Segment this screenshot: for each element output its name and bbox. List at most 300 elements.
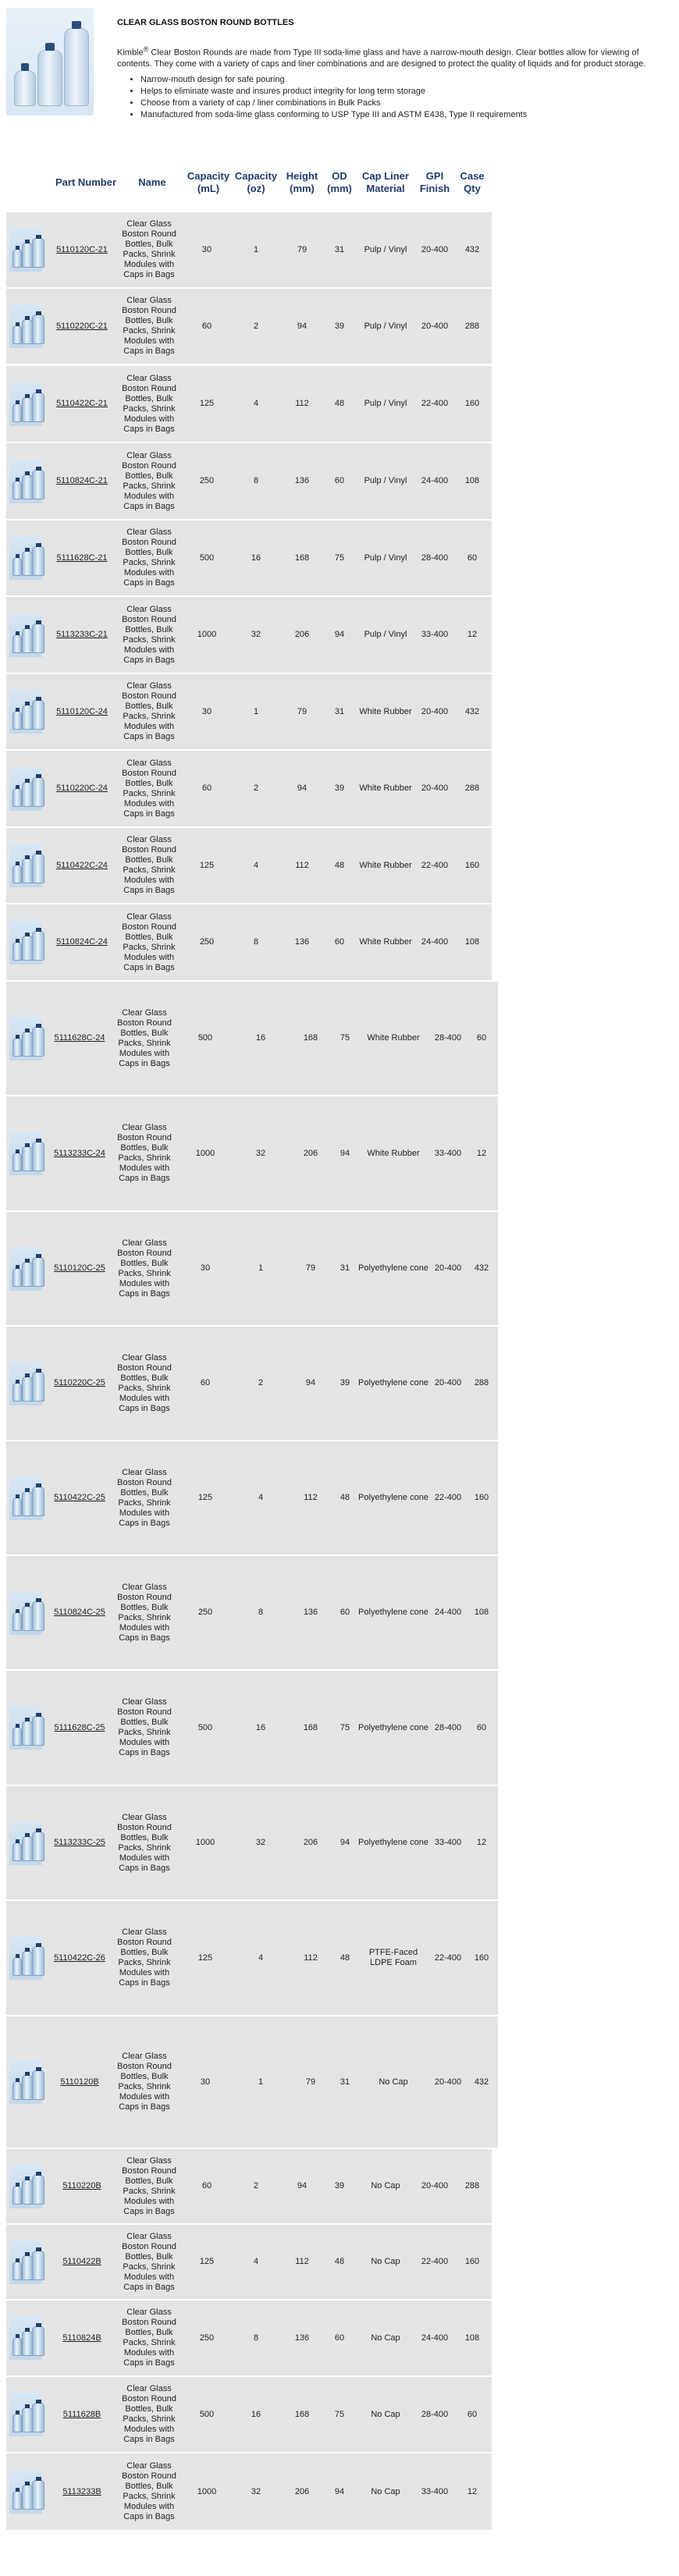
part-number-link[interactable]: 5110824B (62, 2333, 101, 2343)
part-number-cell[interactable] (48, 597, 116, 673)
gpi-finish-cell: 28-400 (434, 1722, 462, 1732)
capacity-oz-cell: 4 (253, 860, 259, 870)
product-name-cell: Clear Glass Boston Round Bottles, Bulk Packs, Shrink Modules with Caps in Bags (122, 373, 176, 434)
liner-cell: White Rubber (359, 937, 412, 947)
product-name-cell: Clear Glass Boston Round Bottles, Bulk Packs, Shrink Modules with Caps in Bags (122, 604, 176, 665)
capacity-ml-cell: 60 (201, 2181, 212, 2190)
part-number-cell[interactable] (48, 521, 116, 595)
table-row (6, 1671, 498, 1785)
height-cell: 136 (294, 476, 310, 485)
gpi-finish-cell: 20-400 (421, 783, 449, 793)
liner-cell: White Rubber (367, 1148, 420, 1158)
od-cell: 60 (334, 476, 345, 485)
od-cell: 94 (340, 1148, 350, 1158)
case-qty-cell: 12 (467, 630, 478, 639)
bottle-thumbnail (9, 1706, 42, 1750)
part-number-link[interactable]: 5113233C-21 (56, 630, 108, 639)
part-number-cell[interactable] (48, 212, 116, 287)
od-cell: 48 (340, 1493, 350, 1502)
part-number-cell[interactable] (48, 674, 116, 749)
bottle-thumbnail (9, 690, 42, 734)
part-number-link[interactable]: 5113233C-25 (54, 1838, 105, 1847)
od-cell: 75 (334, 553, 345, 563)
header-capacity-oz: Capacity (oz) (234, 170, 278, 194)
product-name-cell: Clear Glass Boston Round Bottles, Bulk Packs, Shrink Modules with Caps in Bags (122, 911, 176, 972)
header-od: OD (mm) (327, 170, 352, 194)
liner-cell: White Rubber (359, 783, 412, 793)
capacity-oz-cell: 16 (255, 1033, 266, 1043)
height-cell: 94 (297, 321, 308, 331)
part-number-link[interactable]: 5113233C-24 (54, 1148, 105, 1158)
case-qty-cell: 432 (474, 1263, 489, 1273)
capacity-oz-cell: 4 (258, 1493, 264, 1502)
bottle-thumbnail (9, 2165, 42, 2208)
liner-cell: No Cap (371, 2486, 400, 2496)
table-row (6, 904, 492, 980)
capacity-oz-cell: 2 (253, 783, 259, 793)
capacity-ml-cell: 60 (201, 321, 212, 331)
case-qty-cell: 432 (464, 706, 480, 716)
case-qty-cell: 108 (464, 476, 480, 485)
header-liner: Cap Liner Material (362, 170, 409, 194)
case-qty-cell: 432 (474, 2077, 489, 2087)
feature-list (117, 74, 663, 120)
bottle-thumbnail (9, 2316, 42, 2360)
part-number-cell[interactable] (48, 1212, 111, 1325)
case-qty-cell: 160 (464, 860, 480, 870)
capacity-ml-cell: 500 (197, 1033, 213, 1043)
bottle-thumbnail (9, 613, 42, 657)
od-cell: 39 (334, 2181, 345, 2190)
gpi-finish-cell: 28-400 (421, 553, 449, 563)
part-number-link[interactable]: 5110422B (62, 2257, 101, 2266)
product-name-cell: Clear Glass Boston Round Bottles, Bulk Packs, Shrink Modules with Caps in Bags (117, 1467, 172, 1528)
part-number-cell[interactable] (48, 2149, 116, 2223)
od-cell: 48 (334, 2257, 345, 2266)
table-row (6, 751, 492, 826)
feature-item: • Helps to eliminate waste and insures product integrity for long term storage (140, 86, 663, 97)
liner-cell: Pulp / Vinyl (364, 476, 407, 485)
od-cell: 39 (334, 783, 345, 793)
capacity-ml-cell: 125 (197, 1493, 213, 1502)
liner-cell: Pulp / Vinyl (364, 553, 407, 563)
gpi-finish-cell: 24-400 (421, 937, 449, 947)
product-name-cell: Clear Glass Boston Round Bottles, Bulk Packs, Shrink Modules with Caps in Bags (122, 681, 176, 741)
product-name-cell: Clear Glass Boston Round Bottles, Bulk Packs, Shrink Modules with Caps in Bags (117, 2052, 172, 2112)
part-number-link[interactable]: 5110422C-26 (54, 1952, 105, 1963)
capacity-ml-cell: 30 (201, 706, 212, 716)
table-row (6, 2301, 492, 2375)
product-image (6, 8, 94, 115)
gpi-finish-cell: 33-400 (434, 1148, 462, 1158)
bottle-thumbnail (9, 1821, 42, 1865)
intro-section (117, 17, 663, 121)
part-number-link[interactable]: 5110220C-25 (54, 1378, 105, 1387)
height-cell: 79 (305, 2077, 316, 2087)
height-cell: 168 (303, 1033, 318, 1043)
table-row (6, 2225, 492, 2299)
liner-cell: No Cap (371, 2181, 400, 2190)
part-number-link[interactable]: 5111628C-25 (54, 1722, 105, 1732)
bottle-thumbnail (9, 844, 42, 887)
case-qty-cell: 60 (476, 1033, 487, 1043)
bottle-thumbnail (9, 1247, 42, 1291)
table-row (6, 212, 492, 287)
bottle-thumbnail (9, 228, 42, 272)
case-qty-cell: 60 (467, 553, 478, 563)
capacity-oz-cell: 4 (253, 399, 259, 408)
part-number-link[interactable]: 5111628C-24 (54, 1033, 105, 1043)
height-cell: 112 (304, 1493, 318, 1502)
height-cell: 206 (294, 2486, 310, 2496)
case-qty-cell: 60 (467, 2409, 478, 2419)
product-name-cell: Clear Glass Boston Round Bottles, Bulk Packs, Shrink Modules with Caps in Bags (117, 1123, 172, 1183)
table-row (6, 1096, 498, 1210)
liner-cell: Polyethylene cone (358, 1838, 428, 1847)
liner-cell: Polyethylene cone (358, 1608, 428, 1617)
height-cell: 112 (304, 1952, 318, 1963)
part-number-cell[interactable] (48, 1096, 111, 1210)
part-number-link[interactable]: 5110422C-24 (56, 860, 108, 870)
capacity-oz-cell: 2 (253, 321, 259, 331)
part-number-cell[interactable] (48, 1671, 111, 1785)
height-cell: 79 (305, 1263, 316, 1273)
bottle-thumbnail (9, 2470, 42, 2514)
bottle-thumbnail (9, 1017, 42, 1061)
product-name-cell: Clear Glass Boston Round Bottles, Bulk Packs, Shrink Modules with Caps in Bags (122, 2461, 176, 2521)
table-row (6, 521, 492, 595)
product-name-cell: Clear Glass Boston Round Bottles, Bulk Packs, Shrink Modules with Caps in Bags (122, 758, 176, 819)
case-qty-cell: 160 (474, 1493, 489, 1502)
case-qty-cell: 160 (474, 1952, 489, 1963)
capacity-oz-cell: 4 (253, 2257, 259, 2266)
capacity-ml-cell: 125 (199, 2257, 215, 2266)
capacity-oz-cell: 1 (253, 706, 259, 716)
liner-cell: Polyethylene cone (358, 1378, 428, 1387)
capacity-oz-cell: 8 (253, 2333, 259, 2343)
liner-cell: Polyethylene cone (358, 1722, 428, 1732)
table-row (6, 1212, 498, 1325)
od-cell: 94 (340, 1838, 350, 1847)
liner-cell: Polyethylene cone (358, 1493, 428, 1502)
liner-cell: White Rubber (359, 860, 412, 870)
bottle-thumbnail (9, 1591, 42, 1635)
od-cell: 60 (334, 937, 345, 947)
table-row (6, 2149, 492, 2223)
capacity-ml-cell: 250 (197, 1608, 213, 1617)
table-row (6, 2377, 492, 2452)
capacity-oz-cell: 32 (255, 1838, 266, 1847)
bottle-thumbnail (9, 536, 42, 580)
product-name-cell: Clear Glass Boston Round Bottles, Bulk Packs, Shrink Modules with Caps in Bags (117, 1352, 172, 1413)
bottle-thumbnail (9, 1132, 42, 1175)
od-cell: 39 (340, 1378, 350, 1387)
capacity-ml-cell: 250 (199, 2333, 215, 2343)
case-qty-cell: 60 (476, 1722, 487, 1732)
product-name-cell: Clear Glass Boston Round Bottles, Bulk Packs, Shrink Modules with Caps in Bags (122, 528, 176, 588)
height-cell: 168 (294, 2409, 310, 2419)
gpi-finish-cell: 24-400 (421, 476, 449, 485)
bottle-thumbnail (9, 1476, 42, 1520)
height-cell: 168 (303, 1722, 318, 1732)
od-cell: 75 (334, 2409, 345, 2419)
table-row (6, 1901, 498, 2015)
bottle-thumbnail (9, 1362, 42, 1405)
gpi-finish-cell: 22-400 (421, 399, 449, 408)
capacity-ml-cell: 30 (200, 1263, 211, 1273)
case-qty-cell: 160 (464, 399, 480, 408)
part-number-cell[interactable] (48, 904, 116, 980)
table-row (6, 2016, 498, 2148)
gpi-finish-cell: 33-400 (421, 2486, 449, 2496)
capacity-ml-cell: 1000 (195, 1838, 215, 1847)
liner-cell: No Cap (371, 2257, 400, 2266)
height-cell: 136 (303, 1608, 318, 1617)
case-qty-cell: 288 (464, 783, 480, 793)
header-height: Height (mm) (286, 170, 318, 194)
gpi-finish-cell: 33-400 (421, 630, 449, 639)
od-cell: 31 (334, 244, 345, 254)
bottle-thumbnail (9, 460, 42, 503)
od-cell: 48 (340, 1952, 350, 1963)
feature-item: • Choose from a variety of cap / liner combinations in Bulk Packs (140, 98, 663, 108)
table-row (6, 1786, 498, 1899)
gpi-finish-cell: 22-400 (434, 1952, 462, 1963)
capacity-ml-cell: 1000 (197, 630, 217, 639)
header-gpi: GPI Finish (419, 170, 450, 194)
registered-mark: ® (143, 45, 149, 53)
part-number-cell[interactable] (48, 289, 116, 364)
table-row (6, 597, 492, 673)
part-number-link[interactable]: 5110824C-25 (54, 1608, 105, 1617)
od-cell: 39 (334, 321, 345, 331)
gpi-finish-cell: 22-400 (421, 860, 449, 870)
liner-cell: Pulp / Vinyl (364, 630, 407, 639)
page-title: CLEAR GLASS BOSTON ROUND BOTTLES (117, 18, 294, 27)
header-case-qty: Case Qty (460, 170, 485, 194)
product-name-cell: Clear Glass Boston Round Bottles, Bulk Packs, Shrink Modules with Caps in Bags (117, 1697, 172, 1757)
part-number-cell[interactable] (48, 751, 116, 826)
capacity-ml-cell: 250 (199, 476, 215, 485)
capacity-oz-cell: 2 (253, 2181, 259, 2190)
liner-cell: No Cap (379, 2077, 408, 2087)
part-number-link[interactable]: 5110120B (60, 2077, 99, 2087)
capacity-ml-cell: 30 (201, 244, 212, 254)
case-qty-cell: 288 (464, 321, 480, 331)
height-cell: 112 (295, 2257, 309, 2266)
header-part-number: Part Number (55, 176, 117, 188)
bottle-thumbnail (9, 2060, 42, 2104)
liner-cell: White Rubber (367, 1033, 420, 1043)
gpi-finish-cell: 22-400 (421, 2257, 449, 2266)
capacity-ml-cell: 60 (200, 1378, 211, 1387)
table-row (6, 1441, 498, 1554)
liner-cell: White Rubber (359, 706, 412, 716)
od-cell: 48 (334, 399, 345, 408)
capacity-oz-cell: 16 (251, 553, 261, 563)
height-cell: 136 (294, 2333, 310, 2343)
case-qty-cell: 288 (464, 2181, 480, 2190)
part-number-link[interactable]: 5110220C-24 (56, 783, 108, 793)
gpi-finish-cell: 20-400 (421, 2181, 449, 2190)
capacity-oz-cell: 4 (258, 1952, 264, 1963)
liner-cell: No Cap (371, 2333, 400, 2343)
height-cell: 112 (295, 399, 309, 408)
product-name-cell: Clear Glass Boston Round Bottles, Bulk Packs, Shrink Modules with Caps in Bags (117, 1238, 172, 1299)
height-cell: 79 (297, 244, 308, 254)
gpi-finish-cell: 20-400 (421, 706, 449, 716)
part-number-cell[interactable] (48, 828, 116, 903)
height-cell: 168 (294, 553, 310, 563)
product-name-cell: Clear Glass Boston Round Bottles, Bulk Packs, Shrink Modules with Caps in Bags (117, 1582, 172, 1643)
part-number-cell[interactable] (48, 1556, 111, 1669)
part-number-cell[interactable] (48, 1441, 111, 1554)
header-capacity-ml: Capacity (mL) (187, 170, 230, 194)
capacity-ml-cell: 250 (199, 937, 215, 947)
od-cell: 75 (340, 1033, 350, 1043)
bottle-thumbnail (9, 2393, 42, 2436)
gpi-finish-cell: 28-400 (434, 1033, 462, 1043)
gpi-finish-cell: 20-400 (434, 1263, 462, 1273)
part-number-cell[interactable] (48, 2301, 116, 2375)
header-name: Name (138, 176, 166, 188)
case-qty-cell: 288 (474, 1378, 489, 1387)
product-name-cell: Clear Glass Boston Round Bottles, Bulk Packs, Shrink Modules with Caps in Bags (122, 450, 176, 511)
capacity-oz-cell: 32 (255, 1148, 266, 1158)
bottle-thumbnail (9, 304, 42, 348)
height-cell: 79 (297, 706, 308, 716)
table-row (6, 674, 492, 749)
feature-item: • Manufactured from soda-lime glass conforming to USP Type III and ASTM E438, Type II requirements (140, 109, 663, 120)
od-cell: 94 (334, 2486, 345, 2496)
part-number-cell[interactable] (48, 2453, 116, 2530)
part-number-cell[interactable] (48, 982, 111, 1095)
case-qty-cell: 432 (464, 244, 480, 254)
height-cell: 112 (295, 860, 309, 870)
part-number-cell[interactable] (48, 366, 116, 442)
height-cell: 206 (303, 1838, 318, 1847)
bottle-thumbnail (9, 921, 42, 965)
case-qty-cell: 108 (464, 937, 480, 947)
part-number-link[interactable]: 5111628B (62, 2409, 101, 2419)
feature-item: • Narrow-mouth design for safe pouring (140, 74, 663, 85)
table-row (6, 366, 492, 442)
capacity-oz-cell: 8 (253, 937, 259, 947)
case-qty-cell: 108 (464, 2333, 480, 2343)
capacity-ml-cell: 500 (199, 553, 215, 563)
capacity-ml-cell: 500 (199, 2409, 215, 2419)
product-name-cell: Clear Glass Boston Round Bottles, Bulk Packs, Shrink Modules with Caps in Bags (122, 2384, 176, 2444)
part-number-link[interactable]: 5111628C-21 (56, 553, 108, 563)
case-qty-cell: 12 (476, 1148, 487, 1158)
liner-cell: Pulp / Vinyl (364, 244, 407, 254)
gpi-finish-cell: 24-400 (434, 1608, 462, 1617)
capacity-ml-cell: 125 (199, 860, 215, 870)
liner-cell: No Cap (371, 2409, 400, 2419)
capacity-ml-cell: 500 (197, 1722, 213, 1732)
gpi-finish-cell: 20-400 (434, 2077, 462, 2087)
capacity-oz-cell: 16 (251, 2409, 261, 2419)
case-qty-cell: 108 (474, 1608, 489, 1617)
od-cell: 31 (334, 706, 345, 716)
table-row (6, 982, 498, 1095)
capacity-oz-cell: 8 (258, 1608, 264, 1617)
part-number-link[interactable]: 5110120C-21 (56, 244, 108, 254)
part-number-cell[interactable] (48, 443, 116, 519)
table-row (6, 289, 492, 364)
capacity-ml-cell: 1000 (197, 2486, 217, 2496)
part-number-link[interactable]: 5110422C-21 (56, 399, 108, 408)
height-cell: 136 (294, 937, 310, 947)
part-number-cell[interactable] (48, 1786, 111, 1899)
part-number-link[interactable]: 5110120C-24 (56, 706, 108, 716)
product-name-cell: Clear Glass Boston Round Bottles, Bulk Packs, Shrink Modules with Caps in Bags (117, 1812, 172, 1873)
case-qty-cell: 160 (464, 2257, 480, 2266)
product-name-cell: Clear Glass Boston Round Bottles, Bulk Packs, Shrink Modules with Caps in Bags (122, 2308, 176, 2368)
product-name-cell: Clear Glass Boston Round Bottles, Bulk Packs, Shrink Modules with Caps in Bags (122, 835, 176, 895)
part-number-cell[interactable] (48, 2225, 116, 2299)
od-cell: 48 (334, 860, 345, 870)
liner-cell: PTFE-Faced LDPE Foam (368, 1948, 418, 1967)
gpi-finish-cell: 33-400 (434, 1838, 462, 1847)
product-name-cell: Clear Glass Boston Round Bottles, Bulk Packs, Shrink Modules with Caps in Bags (122, 219, 176, 279)
liner-cell: Polyethylene cone (358, 1263, 428, 1273)
part-number-link[interactable]: 5110824C-24 (56, 937, 108, 947)
part-number-cell[interactable] (48, 1901, 111, 2015)
height-cell: 206 (303, 1148, 318, 1158)
part-number-link[interactable]: 5110824C-21 (56, 476, 108, 485)
product-name-cell: Clear Glass Boston Round Bottles, Bulk Packs, Shrink Modules with Caps in Bags (122, 2155, 176, 2216)
capacity-oz-cell: 8 (253, 476, 259, 485)
capacity-ml-cell: 30 (200, 2077, 211, 2087)
product-name-cell: Clear Glass Boston Round Bottles, Bulk Packs, Shrink Modules with Caps in Bags (122, 2231, 176, 2292)
intro-description: Clear Boston Rounds are made from Type III soda-lime glass and have a narrow-mouth design. Clear bottles allow for viewing of contents. They come with a variety of caps and liner combinations and are designed to protect the quality of liquids and for product storage. (117, 48, 646, 69)
capacity-oz-cell: 32 (251, 630, 261, 639)
capacity-oz-cell: 32 (251, 2486, 261, 2496)
height-cell: 206 (294, 630, 310, 639)
part-number-cell[interactable] (48, 2377, 116, 2452)
part-number-cell[interactable] (48, 1327, 111, 1440)
gpi-finish-cell: 22-400 (434, 1493, 462, 1502)
height-cell: 94 (297, 2181, 308, 2190)
part-number-link[interactable]: 5110422C-25 (54, 1493, 105, 1502)
gpi-finish-cell: 20-400 (434, 1378, 462, 1387)
od-cell: 94 (334, 630, 345, 639)
part-number-link[interactable]: 5113233B (62, 2486, 101, 2496)
capacity-ml-cell: 125 (197, 1952, 213, 1963)
product-name-cell: Clear Glass Boston Round Bottles, Bulk Packs, Shrink Modules with Caps in Bags (122, 296, 176, 356)
capacity-ml-cell: 60 (201, 783, 212, 793)
intro-text (117, 44, 663, 69)
part-number-link[interactable]: 5110220C-21 (56, 321, 108, 331)
gpi-finish-cell: 20-400 (421, 321, 449, 331)
brand-name: Kimble (117, 48, 144, 58)
case-qty-cell: 12 (467, 2486, 478, 2496)
table-row (6, 2453, 492, 2530)
liner-cell: Pulp / Vinyl (364, 321, 407, 331)
od-cell: 60 (340, 1608, 350, 1617)
bottle-thumbnail (9, 2240, 42, 2284)
part-number-cell[interactable] (48, 2016, 111, 2148)
product-name-cell: Clear Glass Boston Round Bottles, Bulk Packs, Shrink Modules with Caps in Bags (117, 1007, 172, 1068)
liner-cell: Pulp / Vinyl (364, 399, 407, 408)
part-number-link[interactable]: 5110220B (62, 2181, 101, 2190)
bottle-thumbnail (9, 1936, 42, 1980)
bottle-thumbnail (9, 767, 42, 811)
od-cell: 75 (340, 1722, 350, 1732)
part-number-link[interactable]: 5110120C-25 (54, 1263, 105, 1273)
capacity-oz-cell: 1 (258, 1263, 264, 1273)
